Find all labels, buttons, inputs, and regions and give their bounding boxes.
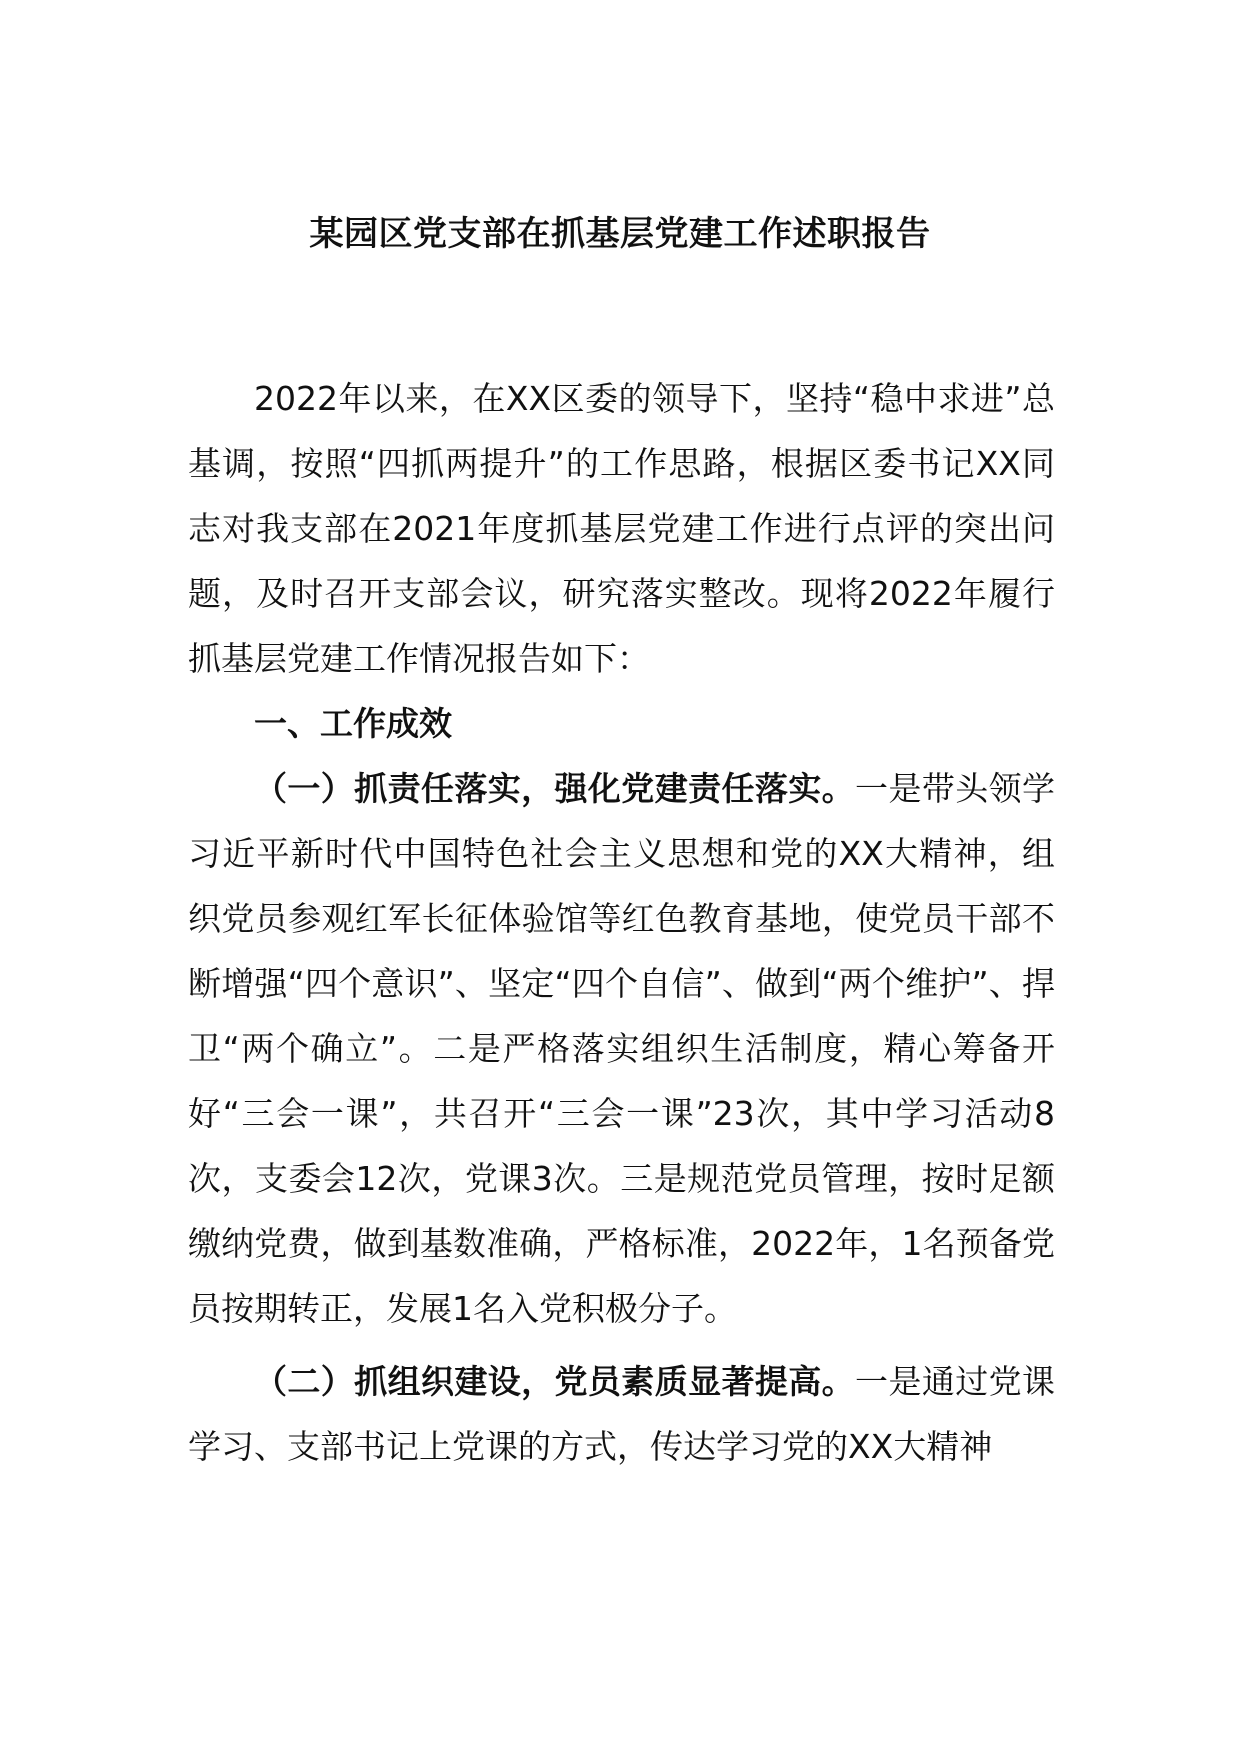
intro-paragraph: 2022年以来，在XX区委的领导下，坚持“稳中求进”总基调，按照“四抓两提升”的工作思路，根据区委书记XX同志对我支部在2021年度抓基层党建工作进行点评的突出问题，及时召开支部会议，研究落实整改。现将2022年履行抓基层党建工作情况报告如下：: [188, 379, 1055, 678]
document-body: [188, 366, 1055, 1479]
paragraph-item-2: [188, 1349, 1055, 1479]
document-title: 某园区党支部在抓基层党建工作述职报告: [309, 214, 931, 254]
item-1-heading: （一）抓责任落实，强化党建责任落实。: [254, 769, 856, 808]
section-heading-achievements: 一、工作成效: [254, 704, 452, 743]
item-2-heading: （二）抓组织建设，党员素质显著提高。: [254, 1362, 856, 1401]
item-1-text: 一是带头领学习近平新时代中国特色社会主义思想和党的XX大精神，组织党员参观红军长征体验馆等红色教育基地，使党员干部不断增强“四个意识”、坚定“四个自信”、做到“两个维护”、捍卫“两个确立”。二是严格落实组织生活制度，精心筹备开好“三会一课”，共召开“三会一课”23次，其中学习活动8次，支委会12次，党课3次。三是规范党员管理，按时足额缴纳党费，做到基数准确，严格标准，2022年，1名预备党员按期转正，发展1名入党积极分子。: [188, 769, 1056, 1328]
paragraph-item-1: [188, 756, 1055, 1341]
item-2-text: 一是通过党课学习、支部书记上党课的方式，传达学习党的XX大精神: [188, 1362, 1056, 1466]
